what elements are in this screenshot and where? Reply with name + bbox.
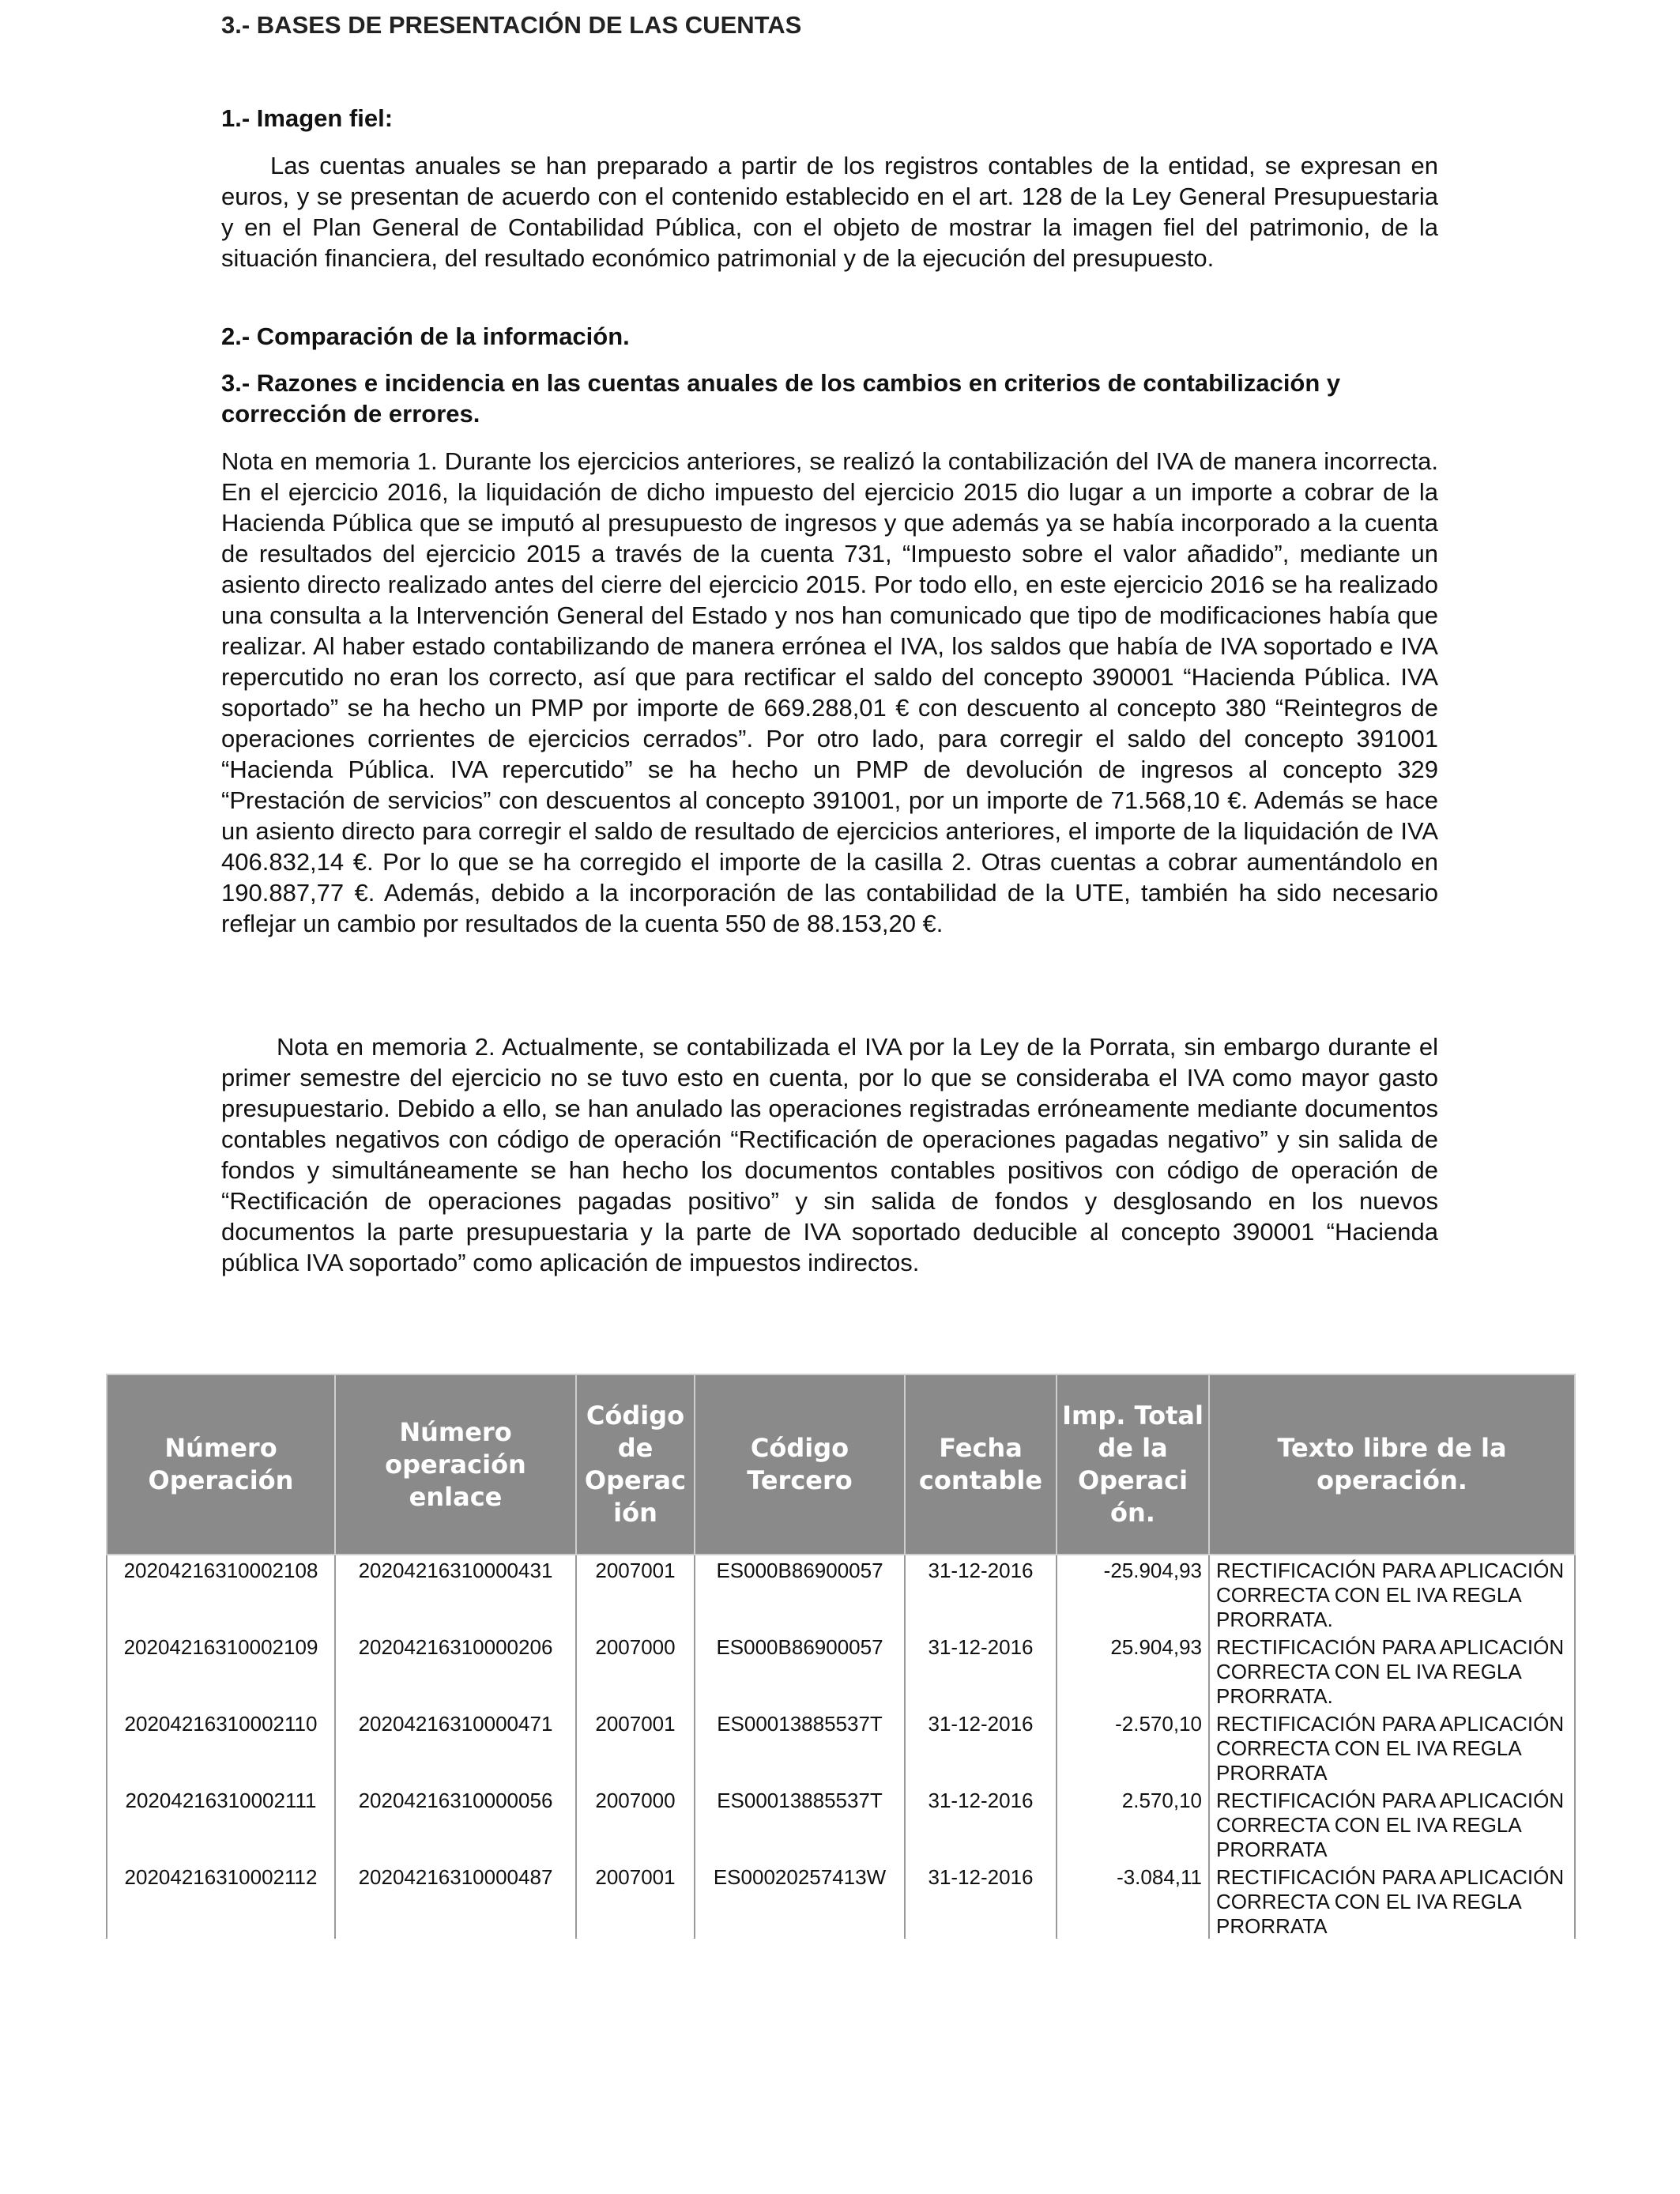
subsection-comparacion-title: 2.- Comparación de la información.: [221, 322, 630, 350]
cell-numero-operacion: 20204216310002111: [107, 1785, 335, 1862]
cell-numero-operacion: 20204216310002109: [107, 1632, 335, 1709]
cell-texto: RECTIFICACIÓN PARA APLICACIÓN CORRECTA CON EL IVA REGLA PRORRATA: [1209, 1785, 1575, 1862]
header-numero-operacion-enlace: Número operación enlace: [335, 1374, 576, 1555]
cell-numero-enlace: 20204216310000487: [335, 1862, 576, 1939]
section-title: 3.- BASES DE PRESENTACIÓN DE LAS CUENTAS: [221, 11, 802, 39]
table-row: [107, 1555, 1575, 1632]
cell-codigo-operacion: 2007001: [576, 1709, 695, 1785]
operations-table: [106, 1374, 1576, 1939]
cell-texto: RECTIFICACIÓN PARA APLICACIÓN CORRECTA CON EL IVA REGLA PRORRATA: [1209, 1862, 1575, 1939]
cell-codigo-operacion: 2007000: [576, 1785, 695, 1862]
cell-fecha: 31-12-2016: [905, 1555, 1057, 1632]
cell-numero-operacion: 20204216310002110: [107, 1709, 335, 1785]
cell-codigo-operacion: 2007001: [576, 1555, 695, 1632]
cell-importe: -25.904,93: [1057, 1555, 1209, 1632]
subsection-razones-title: 3.- Razones e incidencia en las cuentas anuales de los cambios en criterios de contabilización y corrección de errores.: [221, 369, 1341, 428]
cell-codigo-tercero: ES00013885537T: [695, 1785, 905, 1862]
cell-numero-operacion: 20204216310002112: [107, 1862, 335, 1939]
subsection-imagen-fiel-title: 1.- Imagen fiel:: [221, 104, 394, 132]
header-fecha-contable: Fecha contable: [905, 1374, 1057, 1555]
cell-importe: 25.904,93: [1057, 1632, 1209, 1709]
cell-numero-enlace: 20204216310000206: [335, 1632, 576, 1709]
cell-texto: RECTIFICACIÓN PARA APLICACIÓN CORRECTA CON EL IVA REGLA PRORRATA.: [1209, 1632, 1575, 1709]
cell-numero-enlace: 20204216310000056: [335, 1785, 576, 1862]
table-header-row: [107, 1374, 1575, 1555]
cell-importe: 2.570,10: [1057, 1785, 1209, 1862]
cell-texto: RECTIFICACIÓN PARA APLICACIÓN CORRECTA CON EL IVA REGLA PRORRATA.: [1209, 1555, 1575, 1632]
header-codigo-operacion: Código de Operac ión: [576, 1374, 695, 1555]
table-row: [107, 1862, 1575, 1939]
cell-importe: -2.570,10: [1057, 1709, 1209, 1785]
nota-memoria-2-paragraph: Nota en memoria 2. Actualmente, se contabilizada el IVA por la Ley de la Porrata, sin embargo durante el primer semestre del ejercicio no se tuvo esto en cuenta, por lo que se consideraba el IVA como mayor gasto presupuestario. Debido a ello, se han anulado las operaciones registradas erróneamente mediante documentos contables negativos con código de operación “Rectificación de operaciones pagadas negativo” y sin salida de fondos y simultáneamente se han hecho los documentos contables positivos con código de operación de “Rectificación de operaciones pagadas positivo” y sin salida de fondos y desglosando en los nuevos documentos la parte presupuestaria y la parte de IVA soportado deducible al concepto 390001 “Hacienda pública IVA soportado” como aplicación de impuestos indirectos.: [221, 1033, 1438, 1276]
cell-fecha: 31-12-2016: [905, 1785, 1057, 1862]
nota-memoria-1-paragraph: Nota en memoria 1. Durante los ejercicios anteriores, se realizó la contabilización del IVA de manera incorrecta. En el ejercicio 2016, la liquidación de dicho impuesto del ejercicio 2015 dio lugar a un importe a cobrar de la Hacienda Pública que se imputó al presupuesto de ingresos y que además ya se había incorporado a la cuenta de resultados del ejercicio 2015 a través de la cuenta 731, “Impuesto sobre el valor añadido”, mediante un asiento directo realizado antes del cierre del ejercicio 2015. Por todo ello, en este ejercicio 2016 se ha realizado una consulta a la Intervención General del Estado y nos han comunicado que tipo de modificaciones había que realizar. Al haber estado contabilizando de manera errónea el IVA, los saldos que había de IVA soportado e IVA repercutido no eran los correcto, así que para rectificar el saldo del concepto 390001 “Hacienda Pública. IVA soportado” se ha hecho un PMP por importe de 669.288,01 € con descuento al concepto 380 “Reintegros de operaciones corrientes de ejercicios cerrados”. Por otro lado, para corregir el saldo del concepto 391001 “Hacienda Pública. IVA repercutido” se ha hecho un PMP de devolución de ingresos al concepto 329 “Prestación de servicios” con descuentos al concepto 391001, por un importe de 71.568,10 €. Además se hace un asiento directo para corregir el saldo de resultado de ejercicios anteriores, el importe de la liquidación de IVA 406.832,14 €. Por lo que se ha corregido el importe de la casilla 2. Otras cuentas a cobrar aumentándolo en 190.887,77 €. Además, debido a la incorporación de las contabilidad de la UTE, también ha sido necesario reflejar un cambio por resultados de la cuenta 550 de 88.153,20 €.: [221, 447, 1438, 937]
cell-codigo-tercero: ES00013885537T: [695, 1709, 905, 1785]
cell-fecha: 31-12-2016: [905, 1709, 1057, 1785]
header-codigo-tercero: Código Tercero: [695, 1374, 905, 1555]
header-numero-operacion: Número Operación: [107, 1374, 335, 1555]
table-row: [107, 1632, 1575, 1709]
cell-codigo-tercero: ES000B86900057: [695, 1555, 905, 1632]
table-row: [107, 1785, 1575, 1862]
table-row: [107, 1709, 1575, 1785]
cell-codigo-tercero: ES00020257413W: [695, 1862, 905, 1939]
header-importe-total: Imp. Total de la Operaci ón.: [1057, 1374, 1209, 1555]
cell-fecha: 31-12-2016: [905, 1632, 1057, 1709]
cell-codigo-operacion: 2007001: [576, 1862, 695, 1939]
cell-texto: RECTIFICACIÓN PARA APLICACIÓN CORRECTA CON EL IVA REGLA PRORRATA: [1209, 1709, 1575, 1785]
imagen-fiel-paragraph: Las cuentas anuales se han preparado a partir de los registros contables de la entidad, se expresan en euros, y se presentan de acuerdo con el contenido establecido en el art. 128 de la Ley General Presupuestaria y en el Plan General de Contabilidad Pública, con el objeto de mostrar la imagen fiel del patrimonio, de la situación financiera, del resultado económico patrimonial y de la ejecución del presupuesto.: [221, 152, 1438, 272]
cell-numero-operacion: 20204216310002108: [107, 1555, 335, 1632]
cell-fecha: 31-12-2016: [905, 1862, 1057, 1939]
cell-numero-enlace: 20204216310000431: [335, 1555, 576, 1632]
cell-numero-enlace: 20204216310000471: [335, 1709, 576, 1785]
header-texto-libre: Texto libre de la operación.: [1209, 1374, 1575, 1555]
cell-codigo-tercero: ES000B86900057: [695, 1632, 905, 1709]
cell-importe: -3.084,11: [1057, 1862, 1209, 1939]
cell-codigo-operacion: 2007000: [576, 1632, 695, 1709]
